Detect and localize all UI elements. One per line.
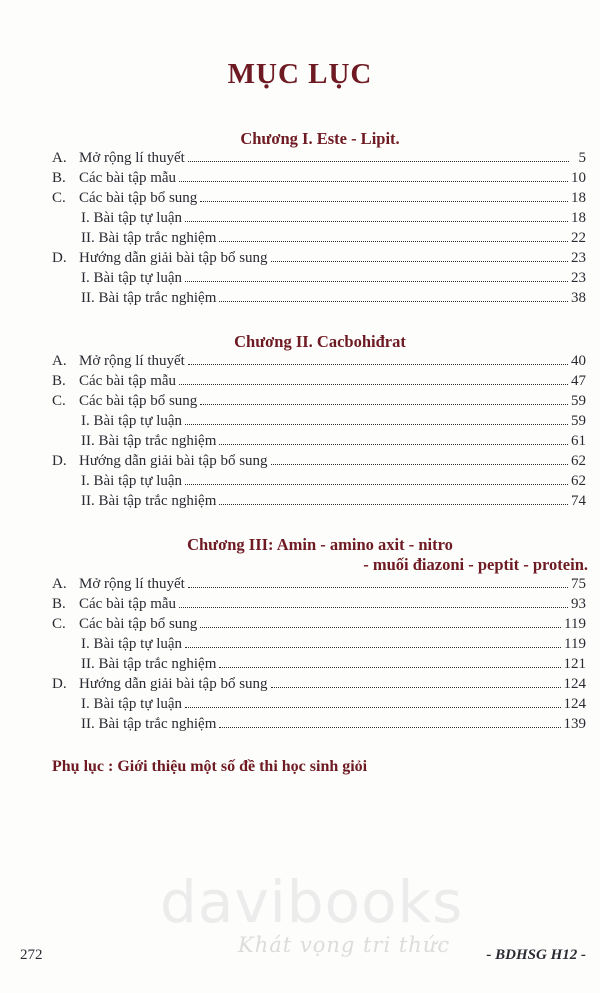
dot-leader — [185, 696, 560, 708]
toc-label: Các bài tập bổ sung — [79, 393, 198, 409]
toc-page-number: 62 — [571, 473, 586, 489]
dot-leader — [188, 576, 568, 588]
toc-label: I. Bài tập tự luận — [81, 473, 183, 489]
dot-leader — [271, 453, 568, 465]
dot-leader — [185, 413, 568, 425]
toc-label: Các bài tập mẫu — [79, 170, 177, 186]
dot-leader — [185, 210, 568, 222]
toc-page-number: 47 — [571, 373, 586, 389]
chapter-3-heading-line2: - muối điazoni - peptit - protein. — [363, 555, 588, 574]
toc-letter: C. — [52, 190, 66, 206]
toc-page-number: 5 — [578, 150, 586, 166]
toc-page-number: 139 — [563, 716, 586, 732]
toc-label: II. Bài tập trắc nghiệm — [81, 433, 217, 449]
toc-page-number: 18 — [571, 190, 586, 206]
toc-entry[interactable] — [52, 616, 586, 636]
toc-page-number: 119 — [564, 636, 586, 652]
chapter-2-heading: Chương II. Cacbohiđrat — [234, 332, 406, 351]
watermark-tagline: Khát vọng tri thức — [238, 933, 451, 957]
toc-label: II. Bài tập trắc nghiệm — [81, 716, 217, 732]
toc-subentry[interactable] — [81, 433, 586, 453]
toc-page-number: 124 — [563, 676, 586, 692]
toc-entry[interactable] — [52, 170, 586, 190]
toc-label: Các bài tập mẫu — [79, 373, 177, 389]
toc-entry[interactable] — [52, 250, 586, 270]
dot-leader — [219, 493, 568, 505]
appendix-entry[interactable]: Phụ lục : Giới thiệu một số đề thi học sinh giỏi — [52, 758, 368, 775]
toc-page-number: 121 — [563, 656, 586, 672]
toc-letter: B. — [52, 373, 66, 389]
page-title: MỤC LỤC — [227, 58, 373, 90]
toc-entry[interactable] — [52, 150, 586, 170]
toc-letter: D. — [52, 250, 67, 266]
toc-entry[interactable] — [52, 676, 586, 696]
toc-letter: B. — [52, 170, 66, 186]
dot-leader — [179, 170, 568, 182]
toc-letter: C. — [52, 393, 66, 409]
dot-leader — [219, 290, 568, 302]
toc-letter: D. — [52, 676, 67, 692]
toc-label: II. Bài tập trắc nghiệm — [81, 230, 217, 246]
dot-leader — [271, 676, 561, 688]
toc-page-number: 23 — [571, 270, 586, 286]
toc-letter: A. — [52, 576, 67, 592]
toc-label: I. Bài tập tự luận — [81, 696, 183, 712]
toc-page-number: 22 — [571, 230, 586, 246]
toc-subentry[interactable] — [81, 290, 586, 310]
toc-page-number: 93 — [571, 596, 586, 612]
toc-page-number: 124 — [563, 696, 586, 712]
toc-entry[interactable] — [52, 190, 586, 210]
toc-subentry[interactable] — [81, 270, 586, 290]
dot-leader — [219, 230, 568, 242]
dot-leader — [179, 596, 568, 608]
toc-page-number: 10 — [571, 170, 586, 186]
toc-label: I. Bài tập tự luận — [81, 270, 183, 286]
running-footer: - BDHSG H12 - — [486, 947, 586, 963]
dot-leader — [185, 636, 561, 648]
dot-leader — [219, 656, 560, 668]
toc-letter: A. — [52, 150, 67, 166]
dot-leader — [188, 150, 569, 162]
dot-leader — [188, 353, 568, 365]
toc-subentry[interactable] — [81, 493, 586, 513]
toc-label: Mở rộng lí thuyết — [79, 576, 185, 592]
toc-letter: A. — [52, 353, 67, 369]
toc-subentry[interactable] — [81, 696, 586, 716]
toc-subentry[interactable] — [81, 413, 586, 433]
toc-label: Các bài tập bổ sung — [79, 190, 198, 206]
toc-subentry[interactable] — [81, 230, 586, 250]
toc-label: I. Bài tập tự luận — [81, 413, 183, 429]
dot-leader — [219, 433, 568, 445]
toc-letter: D. — [52, 453, 67, 469]
toc-letter: C. — [52, 616, 66, 632]
dot-leader — [219, 716, 560, 728]
dot-leader — [200, 393, 568, 405]
toc-subentry[interactable] — [81, 473, 586, 493]
toc-label: II. Bài tập trắc nghiệm — [81, 493, 217, 509]
toc-label: II. Bài tập trắc nghiệm — [81, 656, 217, 672]
toc-page-number: 61 — [571, 433, 586, 449]
toc-label: I. Bài tập tự luận — [81, 210, 183, 226]
toc-label: Hướng dẫn giải bài tập bổ sung — [79, 453, 268, 469]
chapter-3-heading: Chương III: Amin - amino axit - nitro — [187, 535, 453, 554]
toc-page-number: 59 — [571, 393, 586, 409]
chapter-1-heading: Chương I. Este - Lipit. — [240, 129, 400, 148]
page-number: 272 — [20, 947, 43, 963]
dot-leader — [271, 250, 568, 262]
toc-page-number: 18 — [571, 210, 586, 226]
watermark-logo: davibooks — [160, 868, 464, 936]
toc-page-number: 23 — [571, 250, 586, 266]
toc-page-number: 59 — [571, 413, 586, 429]
toc-page-number: 62 — [571, 453, 586, 469]
toc-subentry[interactable] — [81, 636, 586, 656]
toc-label: Các bài tập bổ sung — [79, 616, 198, 632]
toc-entry[interactable] — [52, 576, 586, 596]
toc-label: Các bài tập mẫu — [79, 596, 177, 612]
toc-label: I. Bài tập tự luận — [81, 636, 183, 652]
toc-label: Hướng dẫn giải bài tập bổ sung — [79, 250, 268, 266]
toc-subentry[interactable] — [81, 210, 586, 230]
toc-subentry[interactable] — [81, 716, 586, 736]
toc-letter: B. — [52, 596, 66, 612]
toc-label: Mở rộng lí thuyết — [79, 150, 185, 166]
toc-subentry[interactable] — [81, 656, 586, 676]
toc-label: Mở rộng lí thuyết — [79, 353, 185, 369]
toc-entry[interactable] — [52, 596, 586, 616]
toc-label: II. Bài tập trắc nghiệm — [81, 290, 217, 306]
toc-entry[interactable] — [52, 373, 586, 393]
toc-entry[interactable] — [52, 393, 586, 413]
toc-page-number: 38 — [571, 290, 586, 306]
toc-page-number: 75 — [571, 576, 586, 592]
toc-entry[interactable] — [52, 453, 586, 473]
dot-leader — [185, 473, 568, 485]
dot-leader — [200, 616, 561, 628]
toc-page-number: 119 — [564, 616, 586, 632]
toc-page-number: 40 — [571, 353, 586, 369]
dot-leader — [200, 190, 568, 202]
dot-leader — [185, 270, 568, 282]
toc-label: Hướng dẫn giải bài tập bổ sung — [79, 676, 268, 692]
toc-page-number: 74 — [571, 493, 586, 509]
toc-entry[interactable] — [52, 353, 586, 373]
dot-leader — [179, 373, 568, 385]
